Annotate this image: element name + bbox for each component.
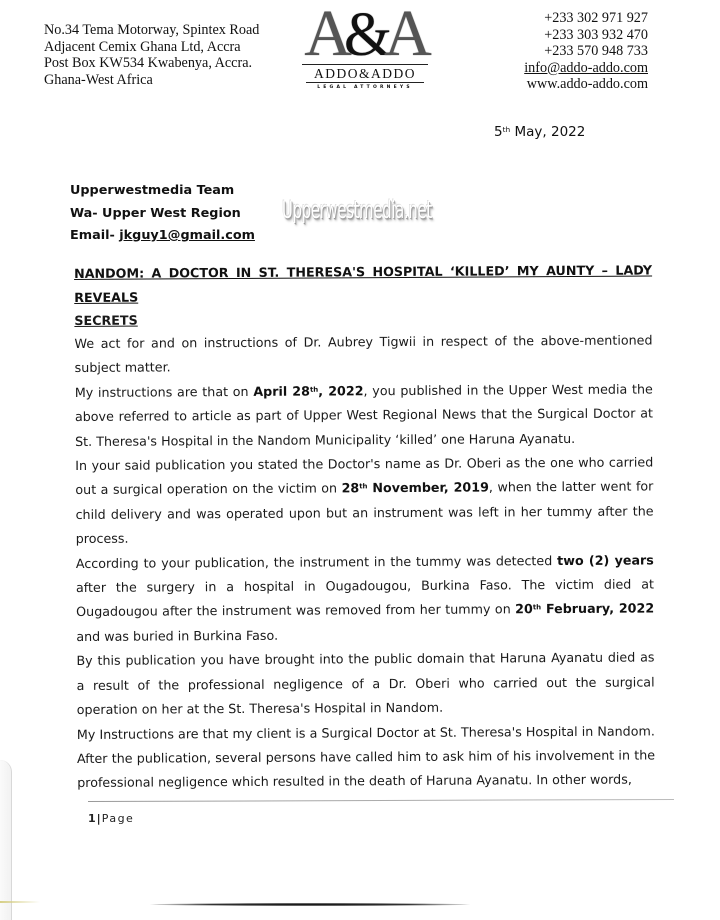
footer-divider [88, 799, 674, 802]
text: after the surgery in a hospital in Ougadougou, Burkina Faso. The victim died at Ougadougou after the instrument was removed from her tummy on [75, 576, 655, 620]
recipient-block [70, 180, 255, 248]
address-line: No.34 Tema Motorway, Spintex Road [44, 22, 260, 38]
date-rest: May, 2022 [510, 124, 586, 140]
letter-body [74, 258, 655, 795]
phone-number: +233 570 948 733 [544, 43, 648, 60]
death-date: 20th February, 2022 [515, 600, 655, 617]
phone-number: +233 302 971 927 [544, 10, 648, 26]
paragraph [75, 377, 653, 454]
watermark: Upperwestmedia.net [282, 196, 432, 224]
recipient-email-line [70, 225, 255, 248]
paragraph: By this publication you have brought into the public domain that Haruna Ayanatu died as a result of the professional negligence of a Dr. Oberi who carried out the surgical operation on her at the St. Theresa's Hospital in Nandom. [76, 649, 655, 718]
subject-heading-cont: SECRETS [74, 312, 138, 328]
page-number-value: 1 [88, 812, 96, 825]
address-line: Adjacent Cemix Ghana Ltd, Accra [44, 38, 241, 55]
logo-monogram [300, 0, 430, 70]
scan-shadow [150, 903, 470, 906]
scan-smudge [0, 901, 40, 903]
logo-letter: A [304, 0, 346, 70]
page-label: Page [101, 812, 135, 825]
phone-number: +233 303 932 470 [544, 26, 648, 43]
logo-letter: A [384, 0, 426, 70]
date-suffix: th [502, 124, 511, 134]
date-day: 5 [494, 124, 503, 140]
text: My instructions are that on [74, 383, 254, 400]
subject-heading: NANDOM: A DOCTOR IN ST. THERESA'S HOSPITAL ‘KILLED’ MY AUNTY – LADY REVEALS [74, 262, 653, 305]
firm-contact [524, 10, 648, 93]
text: In your said publication you stated the Doctor's name as Dr. Oberi as the one who carried out a surgical operation on the victim on [75, 454, 654, 498]
surgery-date: 28th November, 2019 [341, 479, 489, 496]
text: and was buried in Burkina Faso. [76, 627, 279, 644]
letter-date [494, 124, 585, 140]
paragraph [75, 450, 654, 551]
logo-rule [306, 82, 424, 83]
firm-address [44, 22, 259, 88]
firm-email-link[interactable]: info@addo-addo.com [524, 59, 648, 76]
recipient-name: Upperwestmedia Team [70, 183, 235, 198]
logo-tagline: LEGAL ATTORNEYS [317, 85, 413, 90]
paragraph [76, 548, 655, 649]
email-label: Email- [70, 228, 120, 243]
detection-period: two (2) years [557, 552, 654, 568]
firm-logo [300, 0, 430, 92]
text: , when the latter went for child delivery and was operated upon but an instrument was left in her tummy after the process. [75, 478, 654, 547]
paragraph: My Instructions are that my client is a Surgical Doctor at St. Theresa's Hospital in Nandom. After the publication, several persons have called him to ask him of his involvement in the professional negligence which resulted in the death of Haruna Ayanatu. In other words, [76, 722, 656, 791]
page-number [88, 812, 134, 825]
paragraph: We act for and on instructions of Dr. Aubrey Tigwii in respect of the above-mentioned subject matter. [74, 332, 653, 376]
recipient-email-link[interactable]: jkguy1@gmail.com [119, 228, 255, 243]
address-line: Post Box KW534 Kwabenya, Accra. [44, 55, 253, 71]
page-edge-fold [0, 760, 12, 920]
recipient-location: Wa- Upper West Region [70, 205, 241, 221]
logo-ampersand: & [343, 1, 387, 69]
page-separator: | [96, 812, 101, 825]
firm-website: www.addo-addo.com [526, 76, 648, 93]
address-line: Ghana-West Africa [44, 71, 153, 88]
logo-firm-name: ADDO&ADDO [314, 66, 416, 81]
text: , you published in the Upper West media the above referred to article as part of Upper West Regional News that the Surgical Doctor at St. Theresa's Hospital in the Nandom Municipality ‘killed’ one Haruna Ayanatu. [74, 381, 653, 449]
text: According to your publication, the instrument in the tummy was detected [75, 552, 558, 571]
publication-date: April 28th, 2022 [253, 383, 364, 399]
